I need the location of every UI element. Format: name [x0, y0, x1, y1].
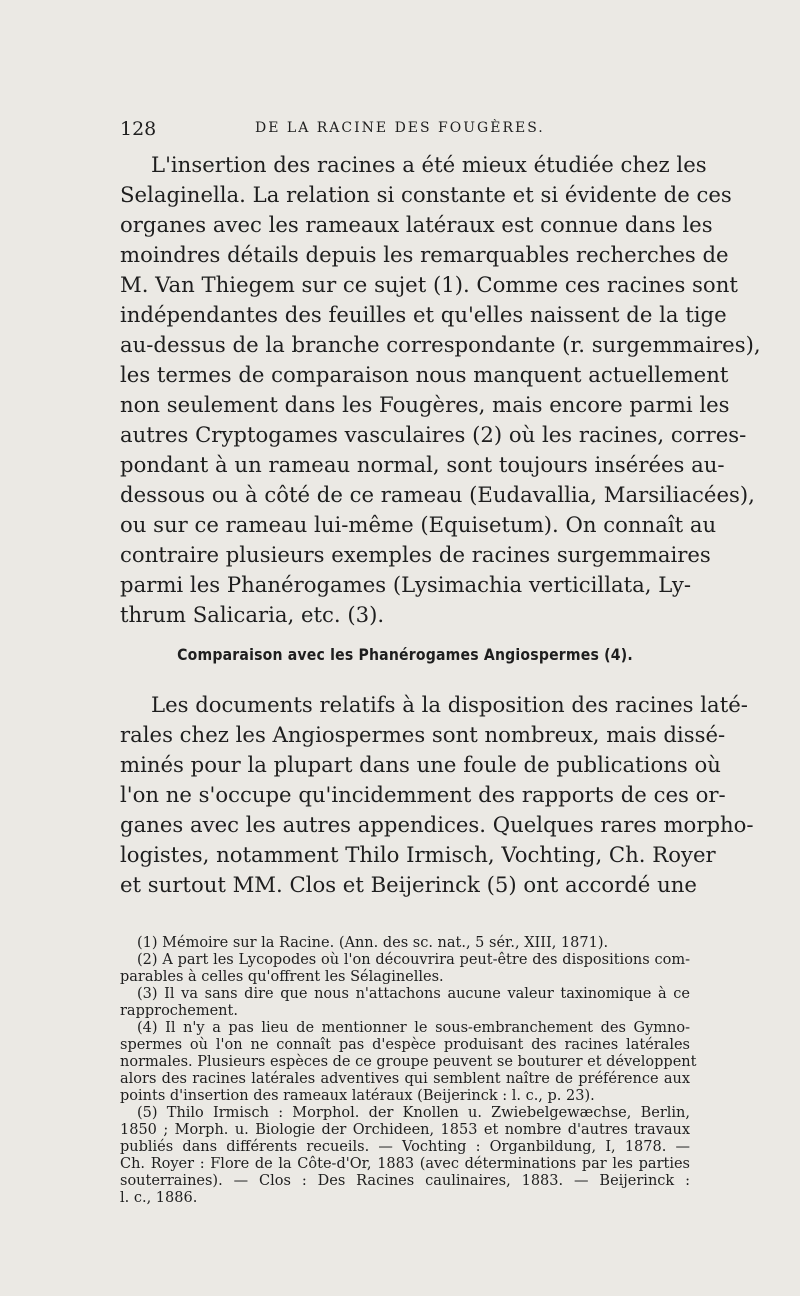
body-line: dessous ou à côté de ce rameau (Eudavallia, Marsiliacées), — [120, 482, 755, 507]
section-heading: Comparaison avec les Phanérogames Angiospermes (4). — [177, 645, 633, 664]
body-line: L'insertion des racines a été mieux étudiée chez les — [151, 152, 707, 177]
body-line: les termes de comparaison nous manquent actuellement — [120, 362, 729, 387]
footnote-line: parables à celles qu'offrent les Sélaginelles. — [120, 969, 444, 985]
body-line: contraire plusieurs exemples de racines surgemmaires — [120, 542, 711, 567]
body-line: organes avec les rameaux latéraux est connue dans les — [120, 212, 713, 237]
footnote-line: Ch. Royer : Flore de la Côte-d'Or, 1883 (avec déterminations par les parties — [120, 1156, 690, 1172]
footnote-line: (1) Mémoire sur la Racine. (Ann. des sc. nat., 5 sér., XIII, 1871). — [137, 935, 609, 951]
body-line: thrum Salicaria, etc. (3). — [120, 602, 385, 627]
footnote-line: points d'insertion des rameaux latéraux (Beijerinck : l. c., p. 23). — [120, 1088, 595, 1104]
footnote-line: alors des racines latérales adventives qui semblent naître de préférence aux — [120, 1071, 690, 1087]
body-line: pondant à un rameau normal, sont toujours insérées au- — [120, 452, 725, 477]
body-line: minés pour la plupart dans une foule de publications où — [120, 752, 721, 777]
body-line: autres Cryptogames vasculaires (2) où les racines, corres- — [120, 422, 747, 447]
footnote-line: 1850 ; Morph. u. Biologie der Orchideen, 1853 et nombre d'autres travaux — [120, 1122, 690, 1138]
body-line: ou sur ce rameau lui-même (Equisetum). On connaît au — [120, 512, 717, 537]
footnote-line: (5) Thilo Irmisch : Morphol. der Knollen u. Zwiebelgewæchse, Berlin, — [137, 1105, 690, 1121]
running-head: DE LA RACINE DES FOUGÈRES. — [255, 120, 545, 136]
page-header — [120, 118, 690, 142]
footnote-line: (3) Il va sans dire que nous n'attachons aucune valeur taxinomique à ce — [137, 986, 690, 1002]
body-line: indépendantes des feuilles et qu'elles naissent de la tige — [120, 302, 727, 327]
body-line: parmi les Phanérogames (Lysimachia verticillata, Ly- — [120, 572, 692, 597]
footnote-line: l. c., 1886. — [120, 1190, 198, 1206]
footnote-line: souterraines). — Clos : Des Racines caulinaires, 1883. — Beijerinck : — [120, 1173, 690, 1189]
body-line: M. Van Thiegem sur ce sujet (1). Comme ces racines sont — [120, 272, 738, 297]
footnote-line: publiés dans différents recueils. — Vochting : Organbildung, I, 1878. — — [120, 1139, 690, 1155]
body-line: logistes, notamment Thilo Irmisch, Vochting, Ch. Royer — [120, 842, 716, 867]
footnote-line: normales. Plusieurs espèces de ce groupe peuvent se bouturer et développent — [120, 1054, 697, 1070]
body-line: et surtout MM. Clos et Beijerinck (5) ont accordé une — [120, 872, 697, 897]
body-line: rales chez les Angiospermes sont nombreux, mais dissé- — [120, 722, 726, 747]
body-line: ganes avec les autres appendices. Quelques rares morpho- — [120, 812, 754, 837]
footnote-line: rapprochement. — [120, 1003, 238, 1019]
footnote-line: (2) A part les Lycopodes où l'on découvrira peut-être des dispositions com- — [137, 952, 690, 968]
footnote-line: spermes où l'on ne connaît pas d'espèce produisant des racines latérales — [120, 1037, 690, 1053]
footnote-line: (4) Il n'y a pas lieu de mentionner le sous-embranchement des Gymno- — [137, 1020, 690, 1036]
body-line: Les documents relatifs à la disposition des racines laté- — [151, 692, 748, 717]
body-line: non seulement dans les Fougères, mais encore parmi les — [120, 392, 730, 417]
body-line: Selaginella. La relation si constante et si évidente de ces — [120, 182, 732, 207]
page-number: 128 — [120, 118, 157, 140]
body-line: moindres détails depuis les remarquables recherches de — [120, 242, 729, 267]
body-line: au-dessus de la branche correspondante (r. surgemmaires), — [120, 332, 761, 357]
body-line: l'on ne s'occupe qu'incidemment des rapports de ces or- — [120, 782, 726, 807]
